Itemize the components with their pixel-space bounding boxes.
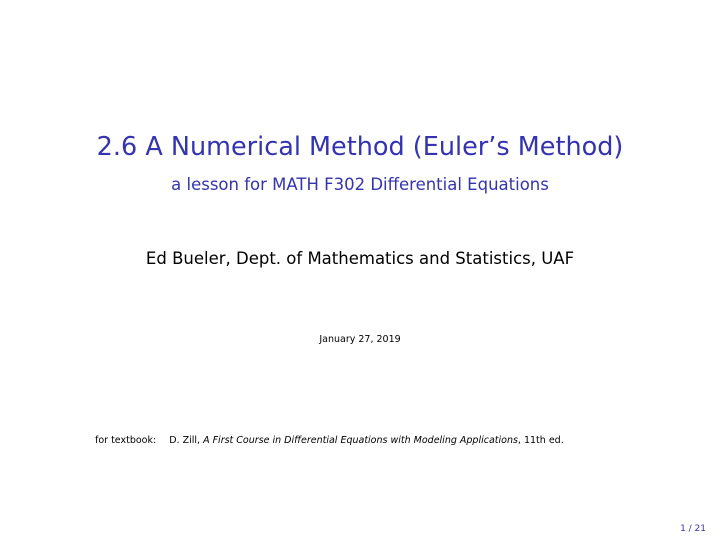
textbook-edition: , 11th ed. bbox=[517, 435, 564, 446]
textbook-title: A First Course in Differential Equations with Modeling Applications bbox=[203, 435, 518, 446]
textbook-label: for textbook: bbox=[95, 435, 157, 446]
textbook-author: D. Zill, bbox=[169, 435, 201, 446]
presentation-title: 2.6 A Numerical Method (Euler’s Method) bbox=[96, 132, 624, 162]
presentation-subtitle: a lesson for MATH F302 Differential Equations bbox=[171, 175, 549, 194]
textbook-reference bbox=[95, 434, 564, 448]
presentation-date: January 27, 2019 bbox=[319, 334, 401, 345]
author-line: Ed Bueler, Dept. of Mathematics and Statistics, UAF bbox=[145, 249, 575, 268]
page-number: 1 / 21 bbox=[680, 524, 706, 534]
